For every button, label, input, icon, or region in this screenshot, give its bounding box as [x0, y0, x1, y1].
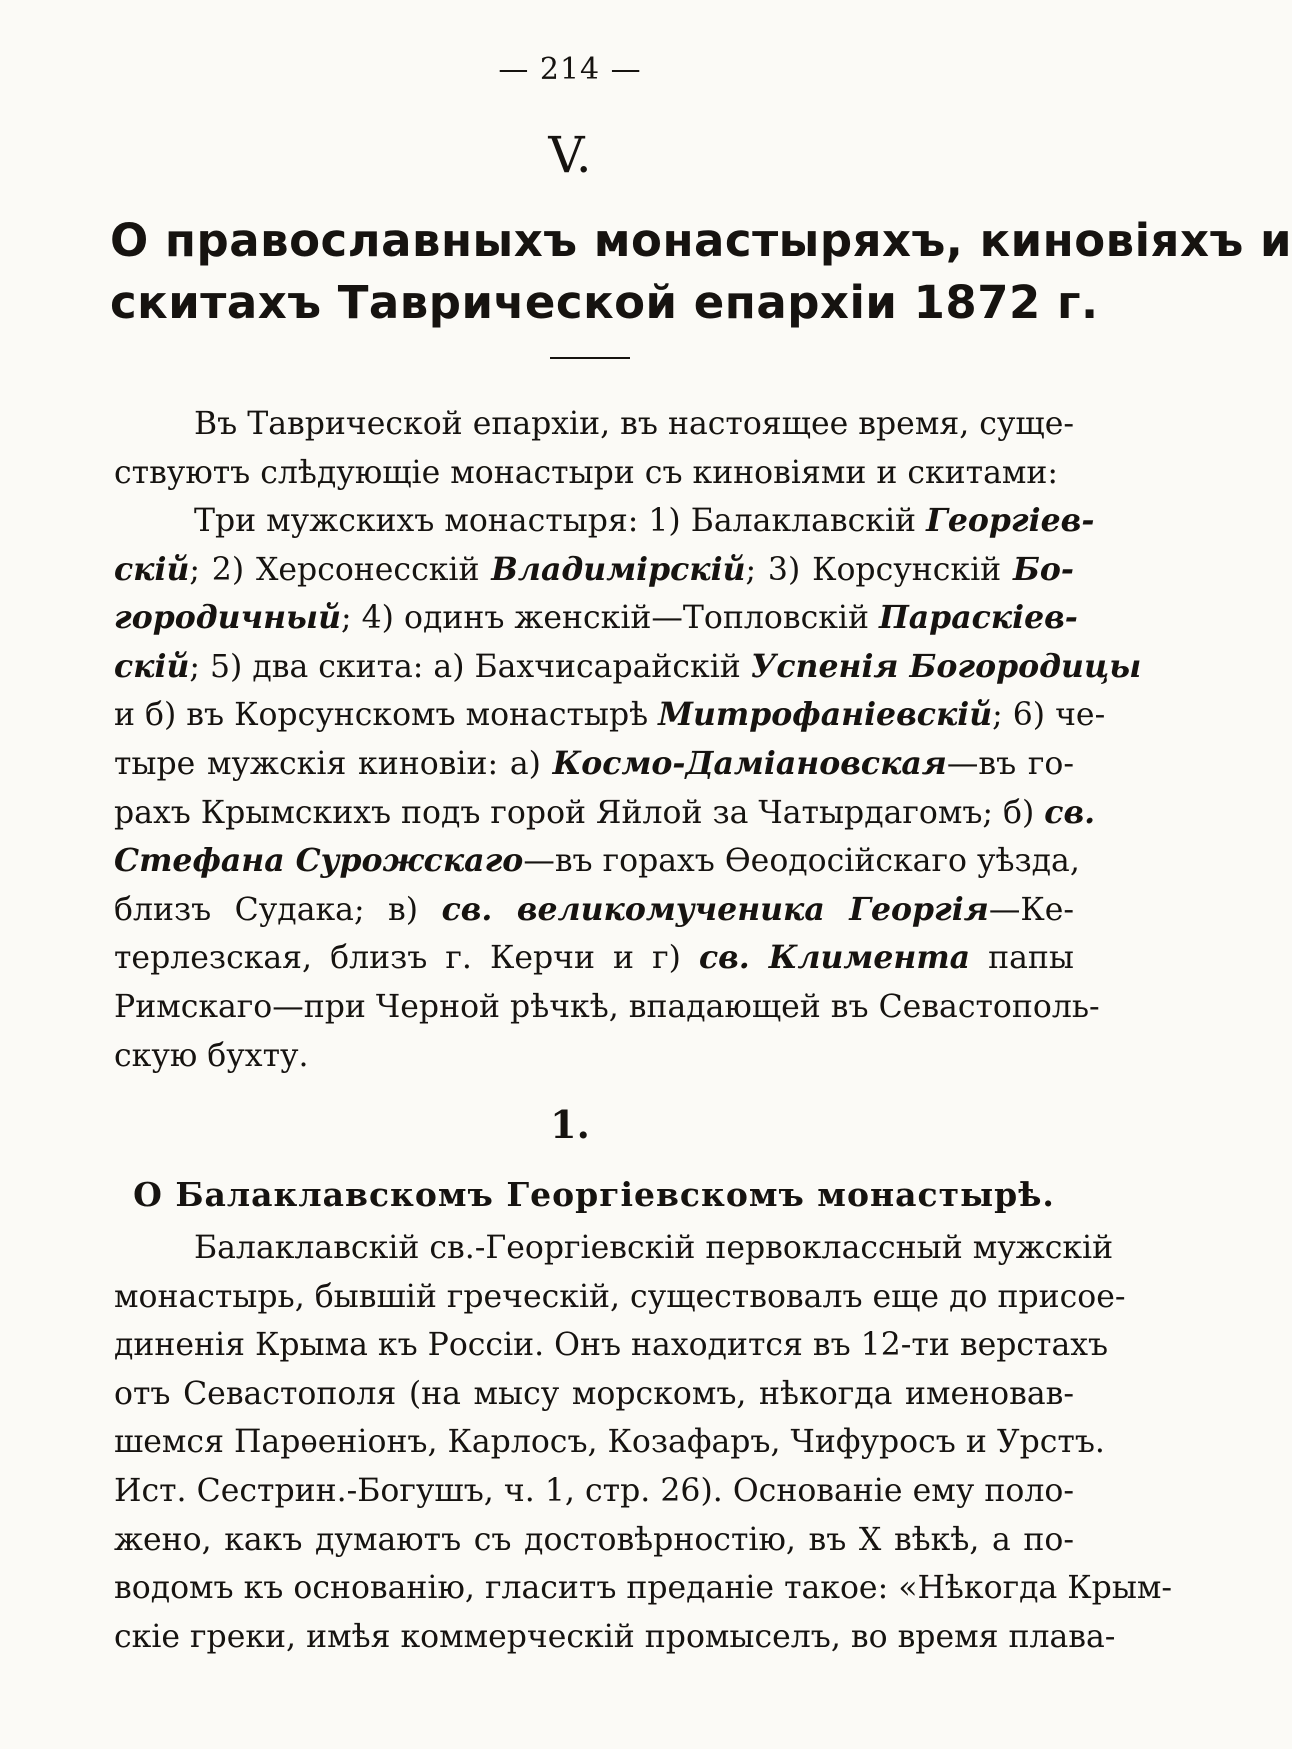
text-run: папы	[970, 940, 1074, 977]
text-line	[114, 837, 1080, 886]
separator-rule	[550, 357, 630, 359]
monastery-name: Успенія Богородицы	[750, 647, 1142, 685]
monastery-name: Бо-	[1012, 550, 1074, 588]
text-run: Римскаго—при Черной рѣчкѣ, впадающей въ Севастополь-	[114, 988, 1100, 1025]
chapter-title-line: скитахъ Таврической епархіи 1872 г.	[110, 276, 1099, 329]
text-run: скую бухту.	[114, 1037, 309, 1074]
monastery-name: св. Климента	[698, 939, 971, 977]
text-line: шемся Парѳеніонъ, Карлосъ, Козафаръ, Чифуросъ и Урстъ.	[114, 1424, 1105, 1461]
text-run: близъ Судака; в)	[114, 891, 442, 928]
subsection-number: 1.	[550, 1102, 590, 1147]
monastery-name: Стефана Сурожскаго	[114, 842, 524, 880]
text-line	[114, 740, 1074, 789]
text-run: тыре мужскія киновіи: а)	[114, 745, 553, 782]
text-line: Въ Таврической епархіи, въ настоящее время, суще-	[194, 406, 1074, 442]
monastery-name: св.	[1044, 793, 1096, 831]
text-line	[114, 934, 1074, 983]
text-run: ; 4) одинъ женскій—Топловскій	[341, 600, 879, 637]
text-line	[114, 643, 1142, 692]
text-run: ; 2) Херсонесскій	[189, 551, 492, 588]
text-line	[114, 594, 1078, 643]
text-run: ; 6) че-	[992, 697, 1106, 734]
chapter-title-line: О православныхъ монастыряхъ, киновіяхъ и	[110, 214, 1292, 267]
monastery-name: скій	[114, 647, 190, 685]
subsection-heading: О Балаклавскомъ Георгіевскомъ монастырѣ.	[133, 1175, 1055, 1214]
monastery-description-paragraph	[114, 1224, 1173, 1661]
monastery-name: Митрофаніевскій	[658, 696, 993, 734]
text-line: жено, какъ думаютъ съ достовѣрностію, въ X вѣкѣ, а по-	[114, 1521, 1074, 1558]
text-line	[114, 1032, 1074, 1081]
monastery-name: св. великомученика Георгія	[441, 890, 989, 928]
monastery-name: Параскіев-	[879, 599, 1078, 637]
text-line: Ист. Сестрин.-Богушъ, ч. 1, стр. 26). Основаніе ему поло-	[114, 1472, 1074, 1509]
monastery-name: городичный	[114, 599, 342, 637]
intro-paragraph	[114, 400, 1074, 497]
text-line: Балаклавскій св.-Георгіевскій первоклассный мужскій	[194, 1230, 1114, 1266]
monastery-list-paragraph	[114, 497, 1142, 1080]
text-run: —Ке-	[988, 891, 1074, 928]
text-line	[114, 691, 1106, 740]
text-run: Три мужскихъ монастыря: 1) Балаклавскій	[194, 503, 927, 539]
section-numeral: V.	[548, 126, 592, 184]
text-run: рахъ Крымскихъ подъ горой Яйлой за Чатырдагомъ; б)	[114, 794, 1045, 831]
text-run: терлезская, близъ г. Керчи и г)	[114, 940, 699, 977]
text-run: —въ горахъ Ѳеодосійскаго уѣзда,	[523, 843, 1080, 880]
text-line	[114, 497, 1095, 546]
monastery-name: Космо-Даміановская	[552, 744, 947, 782]
text-line	[114, 983, 1100, 1032]
text-line: отъ Севастополя (на мысу морскомъ, нѣкогда именовав-	[114, 1375, 1074, 1412]
text-line: скіе греки, имѣя коммерческій промыселъ, во время плава-	[114, 1618, 1116, 1655]
text-run: и б) въ Корсунскомъ монастырѣ	[114, 697, 659, 734]
page-number: — 214 —	[498, 52, 642, 87]
text-line	[114, 789, 1096, 838]
text-line: диненія Крыма къ Россіи. Онъ находится въ 12-ти верстахъ	[114, 1327, 1109, 1364]
monastery-name: скій	[114, 550, 190, 588]
text-line: водомъ къ основанію, гласитъ преданіе такое: «Нѣкогда Крым-	[114, 1570, 1173, 1607]
text-run: —въ го-	[946, 745, 1074, 782]
text-line: ствуютъ слѣдующіе монастыри съ киновіями и скитами:	[114, 454, 1058, 491]
chapter-title	[110, 210, 1292, 334]
monastery-name: Владимірскій	[491, 550, 746, 588]
text-line	[114, 546, 1074, 595]
text-line	[114, 886, 1074, 935]
text-run: ; 5) два скита: а) Бахчисарайскій	[189, 648, 751, 685]
text-line: монастырь, бывшій греческій, существовалъ еще до присое-	[114, 1278, 1126, 1315]
text-run: ; 3) Корсунскій	[745, 551, 1013, 588]
monastery-name: Георгіев-	[926, 502, 1095, 539]
